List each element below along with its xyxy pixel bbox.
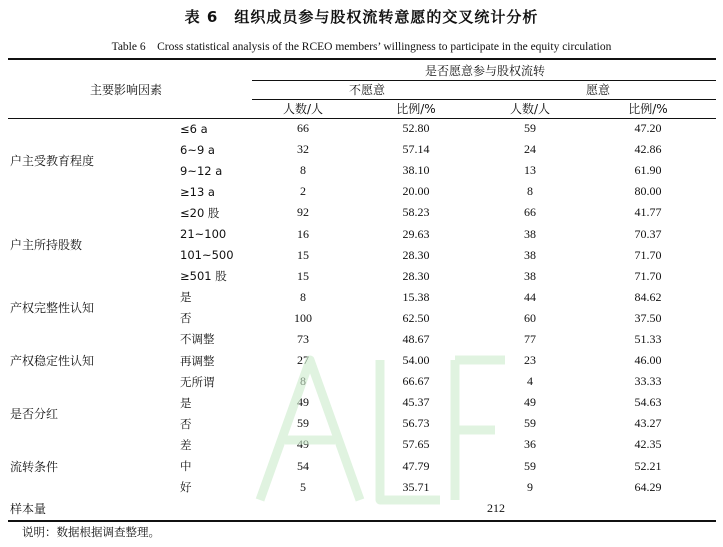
willing-count-header: 人数/人 <box>509 102 551 116</box>
table-title-cn: 表 6 组织成员参与股权流转意愿的交叉统计分析 <box>184 8 539 26</box>
level-cell: 6~9 a <box>180 142 215 157</box>
willing-count-cell: 77 <box>524 331 536 346</box>
unwilling-count-cell: 66 <box>297 121 309 136</box>
table-row <box>8 329 716 350</box>
willing-count-cell: 38 <box>524 226 536 241</box>
unwilling-count-cell: 49 <box>297 437 309 452</box>
level-cell: 好 <box>180 480 192 495</box>
level-cell: 不调整 <box>180 332 215 347</box>
unwilling-ratio-cell: 57.65 <box>402 437 430 452</box>
unwilling-count-cell: 5 <box>300 479 306 494</box>
group-header: 是否愿意参与股权流转 <box>424 64 545 78</box>
table-row <box>8 287 716 308</box>
willing-ratio-cell: 47.20 <box>634 121 662 136</box>
unwilling-ratio-cell: 52.80 <box>402 121 430 136</box>
factor-name: 是否分红 <box>10 406 59 421</box>
unwilling-ratio-cell: 48.67 <box>402 331 430 346</box>
willing-count-cell: 8 <box>527 184 533 199</box>
table-note: 说明：数据根据调查整理。 <box>22 525 160 539</box>
level-cell: 无所谓 <box>180 374 215 389</box>
level-cell: ≥501 股 <box>180 269 227 284</box>
level-cell: 否 <box>180 416 192 431</box>
willing-count-cell: 13 <box>524 163 536 178</box>
level-cell: 再调整 <box>180 353 215 368</box>
willing-count-cell: 66 <box>524 205 536 220</box>
unwilling-ratio-cell: 28.30 <box>402 247 430 262</box>
willing-ratio-cell: 80.00 <box>634 184 662 199</box>
willing-ratio-cell: 54.63 <box>634 395 662 410</box>
unwilling-count-cell: 49 <box>297 395 309 410</box>
unwilling-count-cell: 2 <box>300 184 306 199</box>
willing-ratio-cell: 42.35 <box>634 437 662 452</box>
unwilling-count-cell: 92 <box>297 205 309 220</box>
unwilling-ratio-cell: 57.14 <box>402 142 430 157</box>
willing-ratio-cell: 71.70 <box>634 247 662 262</box>
willing-ratio-cell: 41.77 <box>634 205 662 220</box>
unwilling-ratio-cell: 20.00 <box>402 184 430 199</box>
header-rule-2 <box>252 99 716 100</box>
factor-name: 产权稳定性认知 <box>10 354 95 369</box>
unwilling-count-cell: 27 <box>297 353 309 368</box>
cross-table <box>8 61 716 519</box>
level-cell: 中 <box>180 459 192 474</box>
header-rule-1 <box>252 80 716 81</box>
willing-count-cell: 9 <box>527 479 533 494</box>
willing-ratio-header: 比例/% <box>628 102 668 116</box>
factor-header: 主要影响因素 <box>90 83 163 97</box>
willing-count-cell: 38 <box>524 268 536 283</box>
level-cell: 9~12 a <box>180 163 223 178</box>
willing-count-cell: 38 <box>524 247 536 262</box>
unwilling-ratio-cell: 29.63 <box>402 226 430 241</box>
unwilling-header: 不愿意 <box>348 83 385 97</box>
willing-count-cell: 60 <box>524 310 536 325</box>
sample-value: 212 <box>487 500 505 515</box>
level-cell: 是 <box>180 290 192 305</box>
level-cell: 21~100 <box>180 227 227 242</box>
level-cell: 是 <box>180 395 192 410</box>
unwilling-count-cell: 59 <box>297 416 309 431</box>
willing-ratio-cell: 84.62 <box>634 289 662 304</box>
factor-name: 户主所持股数 <box>10 238 83 253</box>
willing-count-cell: 36 <box>524 437 536 452</box>
unwilling-count-cell: 73 <box>297 331 309 346</box>
willing-ratio-cell: 64.29 <box>634 479 662 494</box>
table-row <box>8 118 716 139</box>
table-row <box>8 392 716 413</box>
willing-ratio-cell: 70.37 <box>634 226 662 241</box>
top-rule <box>8 58 716 60</box>
willing-count-cell: 4 <box>527 374 533 389</box>
table-row <box>8 434 716 455</box>
unwilling-ratio-cell: 58.23 <box>402 205 430 220</box>
unwilling-ratio-cell: 28.30 <box>402 268 430 283</box>
table-row <box>8 202 716 223</box>
level-cell: ≥13 a <box>180 184 215 199</box>
level-cell: 差 <box>180 437 192 452</box>
unwilling-count-cell: 15 <box>297 268 309 283</box>
unwilling-count-cell: 100 <box>294 310 312 325</box>
willing-ratio-cell: 37.50 <box>634 310 662 325</box>
table-title-en: Table 6 Cross statistical analysis of the RCEO members’ willingness to participate in the equity circulation <box>111 41 612 53</box>
header-bottom-rule <box>8 118 716 119</box>
willing-ratio-cell: 43.27 <box>634 416 662 431</box>
unwilling-count-cell: 8 <box>300 163 306 178</box>
unwilling-count-cell: 16 <box>297 226 309 241</box>
willing-ratio-cell: 51.33 <box>634 331 662 346</box>
willing-ratio-cell: 46.00 <box>634 353 662 368</box>
level-cell: 101~500 <box>180 248 234 263</box>
willing-ratio-cell: 52.21 <box>634 458 662 473</box>
unwilling-count-header: 人数/人 <box>282 102 324 116</box>
unwilling-count-cell: 32 <box>297 142 309 157</box>
level-cell: 否 <box>180 311 192 326</box>
unwilling-ratio-cell: 62.50 <box>402 310 430 325</box>
willing-header: 愿意 <box>585 83 610 97</box>
unwilling-ratio-cell: 56.73 <box>402 416 430 431</box>
willing-count-cell: 44 <box>524 289 536 304</box>
unwilling-count-cell: 8 <box>300 289 306 304</box>
willing-count-cell: 23 <box>524 353 536 368</box>
unwilling-ratio-cell: 66.67 <box>402 374 430 389</box>
willing-ratio-cell: 61.90 <box>634 163 662 178</box>
willing-ratio-cell: 42.86 <box>634 142 662 157</box>
factor-name: 产权完整性认知 <box>10 301 95 316</box>
unwilling-ratio-cell: 15.38 <box>402 289 430 304</box>
willing-ratio-cell: 33.33 <box>634 374 662 389</box>
unwilling-count-cell: 8 <box>300 374 306 389</box>
unwilling-ratio-cell: 54.00 <box>402 353 430 368</box>
willing-count-cell: 59 <box>524 121 536 136</box>
sample-row <box>8 498 716 519</box>
unwilling-ratio-cell: 38.10 <box>402 163 430 178</box>
unwilling-count-cell: 54 <box>297 458 309 473</box>
willing-count-cell: 49 <box>524 395 536 410</box>
unwilling-ratio-cell: 47.79 <box>402 458 430 473</box>
willing-ratio-cell: 71.70 <box>634 268 662 283</box>
level-cell: ≤20 股 <box>180 205 220 220</box>
unwilling-ratio-cell: 45.37 <box>402 395 430 410</box>
unwilling-ratio-cell: 35.71 <box>402 479 430 494</box>
willing-count-cell: 59 <box>524 458 536 473</box>
unwilling-count-cell: 15 <box>297 247 309 262</box>
bottom-rule <box>8 520 716 522</box>
factor-name: 户主受教育程度 <box>10 153 95 168</box>
factor-name: 流转条件 <box>10 459 59 474</box>
willing-count-cell: 24 <box>524 142 536 157</box>
level-cell: ≤6 a <box>180 121 208 136</box>
unwilling-ratio-header: 比例/% <box>396 102 436 116</box>
sample-label: 样本量 <box>10 501 47 516</box>
willing-count-cell: 59 <box>524 416 536 431</box>
